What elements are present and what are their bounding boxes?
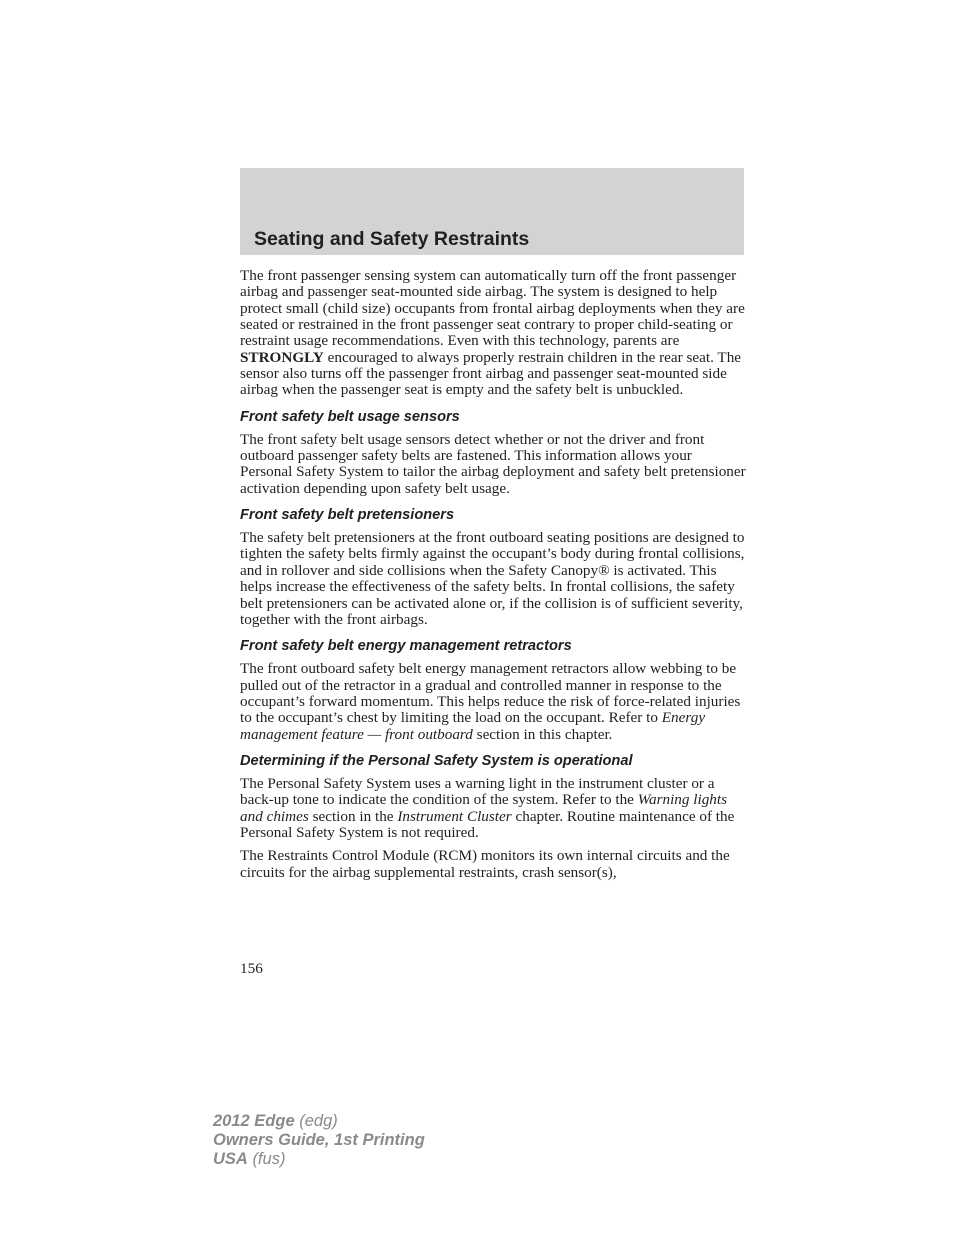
footer-model: 2012 Edge [213, 1112, 295, 1130]
intro-paragraph [240, 268, 746, 399]
heading-energy-retractors: Front safety belt energy management retractors [240, 638, 572, 655]
page-content [240, 268, 746, 888]
page-number: 156 [240, 960, 263, 977]
paragraph-rcm: The Restraints Control Module (RCM) monitors its own internal circuits and the circuits for the airbag supplemental restraints, crash sensor(s), [240, 847, 730, 881]
paragraph-usage-sensors: The front safety belt usage sensors detect whether or not the driver and front outboard passenger safety belts are fastened. This information allows your Personal Safety System to tailor the airbag deployment and safety belt pretensioner activation depending upon safety belt usage. [240, 430, 746, 497]
section-header-band [240, 168, 744, 255]
footer-region-line [213, 1150, 425, 1169]
intro-text-2: encouraged to always properly restrain children in the rear seat. The sensor also turns off the passenger front airbag and passenger seat-mounted side airbag when the passenger seat is empty and the safety belt is unbuckled. [240, 348, 742, 399]
document-footer [213, 1112, 425, 1169]
intro-strong: STRONGLY [240, 348, 324, 366]
paragraph-energy-retractors [240, 661, 746, 743]
retractors-text: The front outboard safety belt energy management retractors allow webbing to be pulled out of the retractor in a gradual and controlled manner in response to the occupant’s forward momentum. This helps reduce the risk of force-related injuries to the occupant’s chest by limiting the load on the occupant. Refer to [240, 660, 741, 727]
footer-guide-line: Owners Guide, 1st Printing [213, 1131, 425, 1149]
operational-reference-1: Warning lights and chimes [240, 791, 728, 825]
heading-system-operational: Determining if the Personal Safety System is operational [240, 752, 633, 769]
retractors-reference: Energy management feature — front outboard [240, 709, 706, 743]
operational-text-c: chapter. Routine maintenance of the Personal Safety System is not required. [240, 807, 735, 841]
operational-text-a: The Personal Safety System uses a warning light in the instrument cluster or a back-up tone to indicate the condition of the system. Refer to the [240, 774, 715, 809]
section-title: Seating and Safety Restraints [254, 228, 530, 250]
footer-model-code: (edg) [299, 1112, 338, 1130]
footer-region: USA [213, 1150, 248, 1168]
footer-region-code: (fus) [252, 1150, 286, 1168]
paragraph-system-operational [240, 776, 746, 841]
operational-text-b: section in the [308, 807, 398, 825]
footer-model-line [213, 1112, 425, 1131]
operational-reference-2: Instrument Cluster [397, 807, 512, 825]
paragraph-pretensioners: The safety belt pretensioners at the front outboard seating positions are designed to tighten the safety belts firmly against the occupant’s body during frontal collisions, and in rollover and side collisions when the Safety Canopy® is activated. This helps increase the effectiveness of the safety belts. In frontal collisions, the safety belt pretensioners can be activated alone or, if the collision is of sufficient severity, together with the front airbags. [240, 529, 745, 628]
heading-usage-sensors: Front safety belt usage sensors [240, 408, 460, 425]
retractors-tail: section in this chapter. [472, 725, 613, 743]
heading-pretensioners: Front safety belt pretensioners [240, 507, 455, 524]
intro-text-1: The front passenger sensing system can automatically turn off the front passenger airbag and passenger seat-mounted side airbag. The system is designed to help protect small (child size) occupants from frontal airbag deployments when they are seated or restrained in the front passenger seat contrary to proper child-seating or restraint usage recommendations. Even with this technology, parents are [240, 267, 745, 350]
